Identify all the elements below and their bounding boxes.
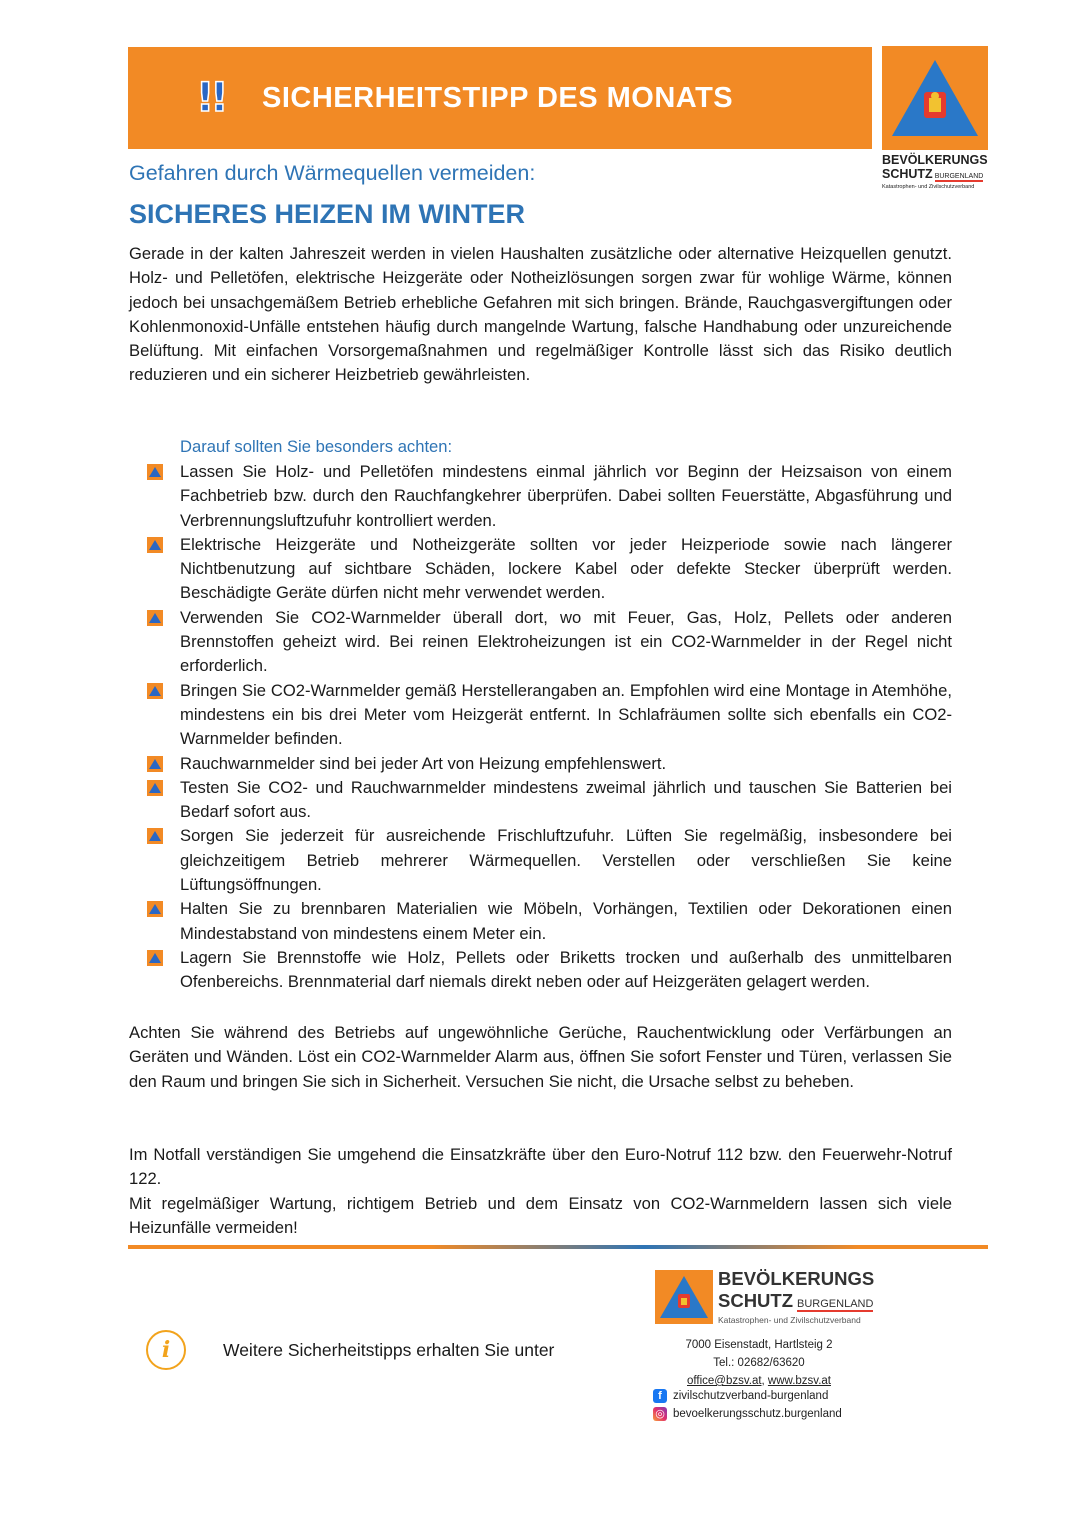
intro-paragraph: Gerade in der kalten Jahreszeit werden in vielen Haushalten zusätzliche oder alternative Heizquellen genutzt. Holz- und Pelletöfen, elektrische Heizgeräte oder Notheizlösungen sorgen zwar für wohlige Wärme, können jedoch bei unsachgemäßem Betrieb erhebliche Gefahren mit sich bringen. Brände, Rauchgasvergiftungen oder Kohlenmonoxid-Unfälle entstehen häufig durch mangelnde Wartung, falsche Handhabung oder unzureichende Belüftung. Mit einfachen Vorsorgemaßnahmen und regelmäßiger Kontrolle lässt sich das Risiko deutlich reduzieren und ein sicherer Heizbetrieb gewährleisten. [129,244,952,385]
list-item [146,460,952,533]
footer-divider [128,1245,988,1249]
facebook-icon: f [653,1389,667,1403]
triangle-bullet-icon [147,780,163,796]
list-item [146,679,952,752]
logo-region: BURGENLAND [934,173,984,180]
facebook-link[interactable] [653,1389,828,1403]
more-tips-text: Weitere Sicherheitstipps erhalten Sie unter [223,1340,555,1360]
logo-line2-row [718,1290,878,1315]
tip-text: Lagern Sie Brennstoffe wie Holz, Pellets oder Briketts trocken und außerhalb des unmittelbaren Ofenbereichs. Brennmaterial darf niemals direkt neben oder auf Heizgeräten gelagert werden. [180,947,952,992]
tips-list [146,460,952,995]
logo-line2: SCHUTZ [718,1290,794,1311]
logo-triangle-icon [882,46,988,150]
list-item [146,946,952,995]
instagram-handle: bevoelkerungsschutz.burgenland [673,1408,842,1420]
info-icon: i [146,1330,186,1370]
logo-wordmark [882,153,992,191]
email-link[interactable]: office@bzsv.at [687,1375,762,1387]
tip-text: Testen Sie CO2- und Rauchwarnmelder mindestens zweimal jährlich und tauschen Sie Batterien bei Bedarf sofort aus. [180,777,952,822]
exclamation-icon: !! [196,75,225,121]
list-item [146,606,952,679]
organization-logo [882,46,988,150]
logo-line2: SCHUTZ [882,167,933,181]
logo-tagline: Katastrophen- und Zivilschutzverband [718,1315,861,1325]
list-item [146,776,952,825]
facebook-handle: zivilschutzverband-burgenland [673,1390,829,1402]
instagram-icon: ◎ [653,1407,667,1421]
tip-text: Halten Sie zu brennbaren Materialien wie Möbeln, Vorhängen, Textilien oder Dekorationen einen Mindestabstand von mindestens einem Meter ein. [180,899,952,943]
logo-line1: BEVÖLKERUNGS [718,1268,875,1289]
address: 7000 Eisenstadt, Hartlsteig 2 [685,1339,833,1351]
triangle-bullet-icon [147,610,163,626]
logo-tagline: Katastrophen- und Zivilschutzverband [882,184,975,190]
closing-text: Mit regelmäßiger Wartung, richtigem Betrieb und dem Einsatz von CO2-Warnmeldern lassen sich viele Heizunfälle vermeiden! [129,1193,952,1237]
website-link[interactable]: www.bzsv.at [767,1375,831,1387]
instagram-link[interactable] [653,1407,842,1421]
footer-logo [655,1270,713,1324]
logo-triangle-icon [655,1270,713,1324]
emergency-text: Im Notfall verständigen Sie umgehend die Einsatzkräfte über den Euro-Notruf 112 bzw. den Feuerwehr-Notruf 122. [129,1145,952,1189]
triangle-bullet-icon [147,756,163,772]
tip-text: Verwenden Sie CO2-Warnmelder überall dort, wo mit Feuer, Gas, Holz, Pellets oder anderen Brennstoffen geheizt wird. Bei reinen Elektroheizungen ist ein CO2-Warnmelder in der Regel nicht erforderlich. [180,607,952,676]
emergency-paragraph [129,1143,952,1240]
tip-text: Bringen Sie CO2-Warnmelder gemäß Herstellerangaben an. Empfohlen wird eine Montage in Atemhöhe, mindestens ein bis drei Meter vom Heizgerät entfernt. In Schlafräumen sollte sich ebenfalls ein CO2-Warnmelder befinden. [180,680,952,749]
list-item [146,752,952,776]
triangle-bullet-icon [147,537,163,553]
logo-region: BURGENLAND [797,1298,874,1310]
page-title: SICHERES HEIZEN IM WINTER [129,199,526,229]
tip-text: Rauchwarnmelder sind bei jeder Art von Heizung empfehlenswert. [180,753,667,773]
tip-text: Sorgen Sie jederzeit für ausreichende Frischluftzufuhr. Lüften Sie regelmäßig, insbesondere bei gleichzeitigem Betrieb mehrerer Wärmequellen. Verstellen oder verschließen Sie keine Lüftungsöffnungen. [180,826,952,895]
list-item [146,824,952,897]
logo-line1: BEVÖLKERUNGS [882,153,988,167]
banner-title: SICHERHEITSTIPP DES MONATS [262,81,734,114]
logo-line2-row [882,167,992,184]
list-item [146,533,952,606]
triangle-bullet-icon [147,828,163,844]
tip-text: Lassen Sie Holz- und Pelletöfen mindestens einmal jährlich vor Beginn der Heizsaison von einem Fachbetrieb bzw. durch den Rauchfangkehrer überprüfen. Dabei sollten Feuerstätte, Abgasführung und Verbrennungsluftzufuhr kontrolliert werden. [180,462,952,530]
footer-logo-wordmark [718,1268,878,1325]
tip-text: Elektrische Heizgeräte und Notheizgeräte sollten vor jeder Heizperiode sowie nach längerer Nichtbenutzung auf sichtbare Schäden, lockere Kabel oder defekte Stecker überprüft werden. Beschädigte Geräte dürfen nicht mehr verwendet werden. [180,534,952,603]
list-heading: Darauf sollten Sie besonders achten: [180,437,453,456]
warning-paragraph: Achten Sie während des Betriebs auf ungewöhnliche Gerüche, Rauchentwicklung oder Verfärbungen an Geräten und Wänden. Löst ein CO2-Warnmelder Alarm aus, öffnen Sie sofort Fenster und Türen, verlassen Sie den Raum und bringen Sie sich in Sicherheit. Versuchen Sie nicht, die Ursache selbst zu beheben. [129,1023,952,1091]
subtitle: Gefahren durch Wärmequellen vermeiden: [129,161,536,185]
header-banner [128,47,872,149]
contact-block [650,1336,868,1390]
contact-links: office@bzsv.at, www.bzsv.at [687,1375,831,1387]
triangle-bullet-icon [147,950,163,966]
triangle-bullet-icon [147,464,163,480]
triangle-bullet-icon [147,901,163,917]
triangle-bullet-icon [147,683,163,699]
phone: Tel.: 02682/63620 [713,1357,805,1369]
list-item [146,897,952,946]
